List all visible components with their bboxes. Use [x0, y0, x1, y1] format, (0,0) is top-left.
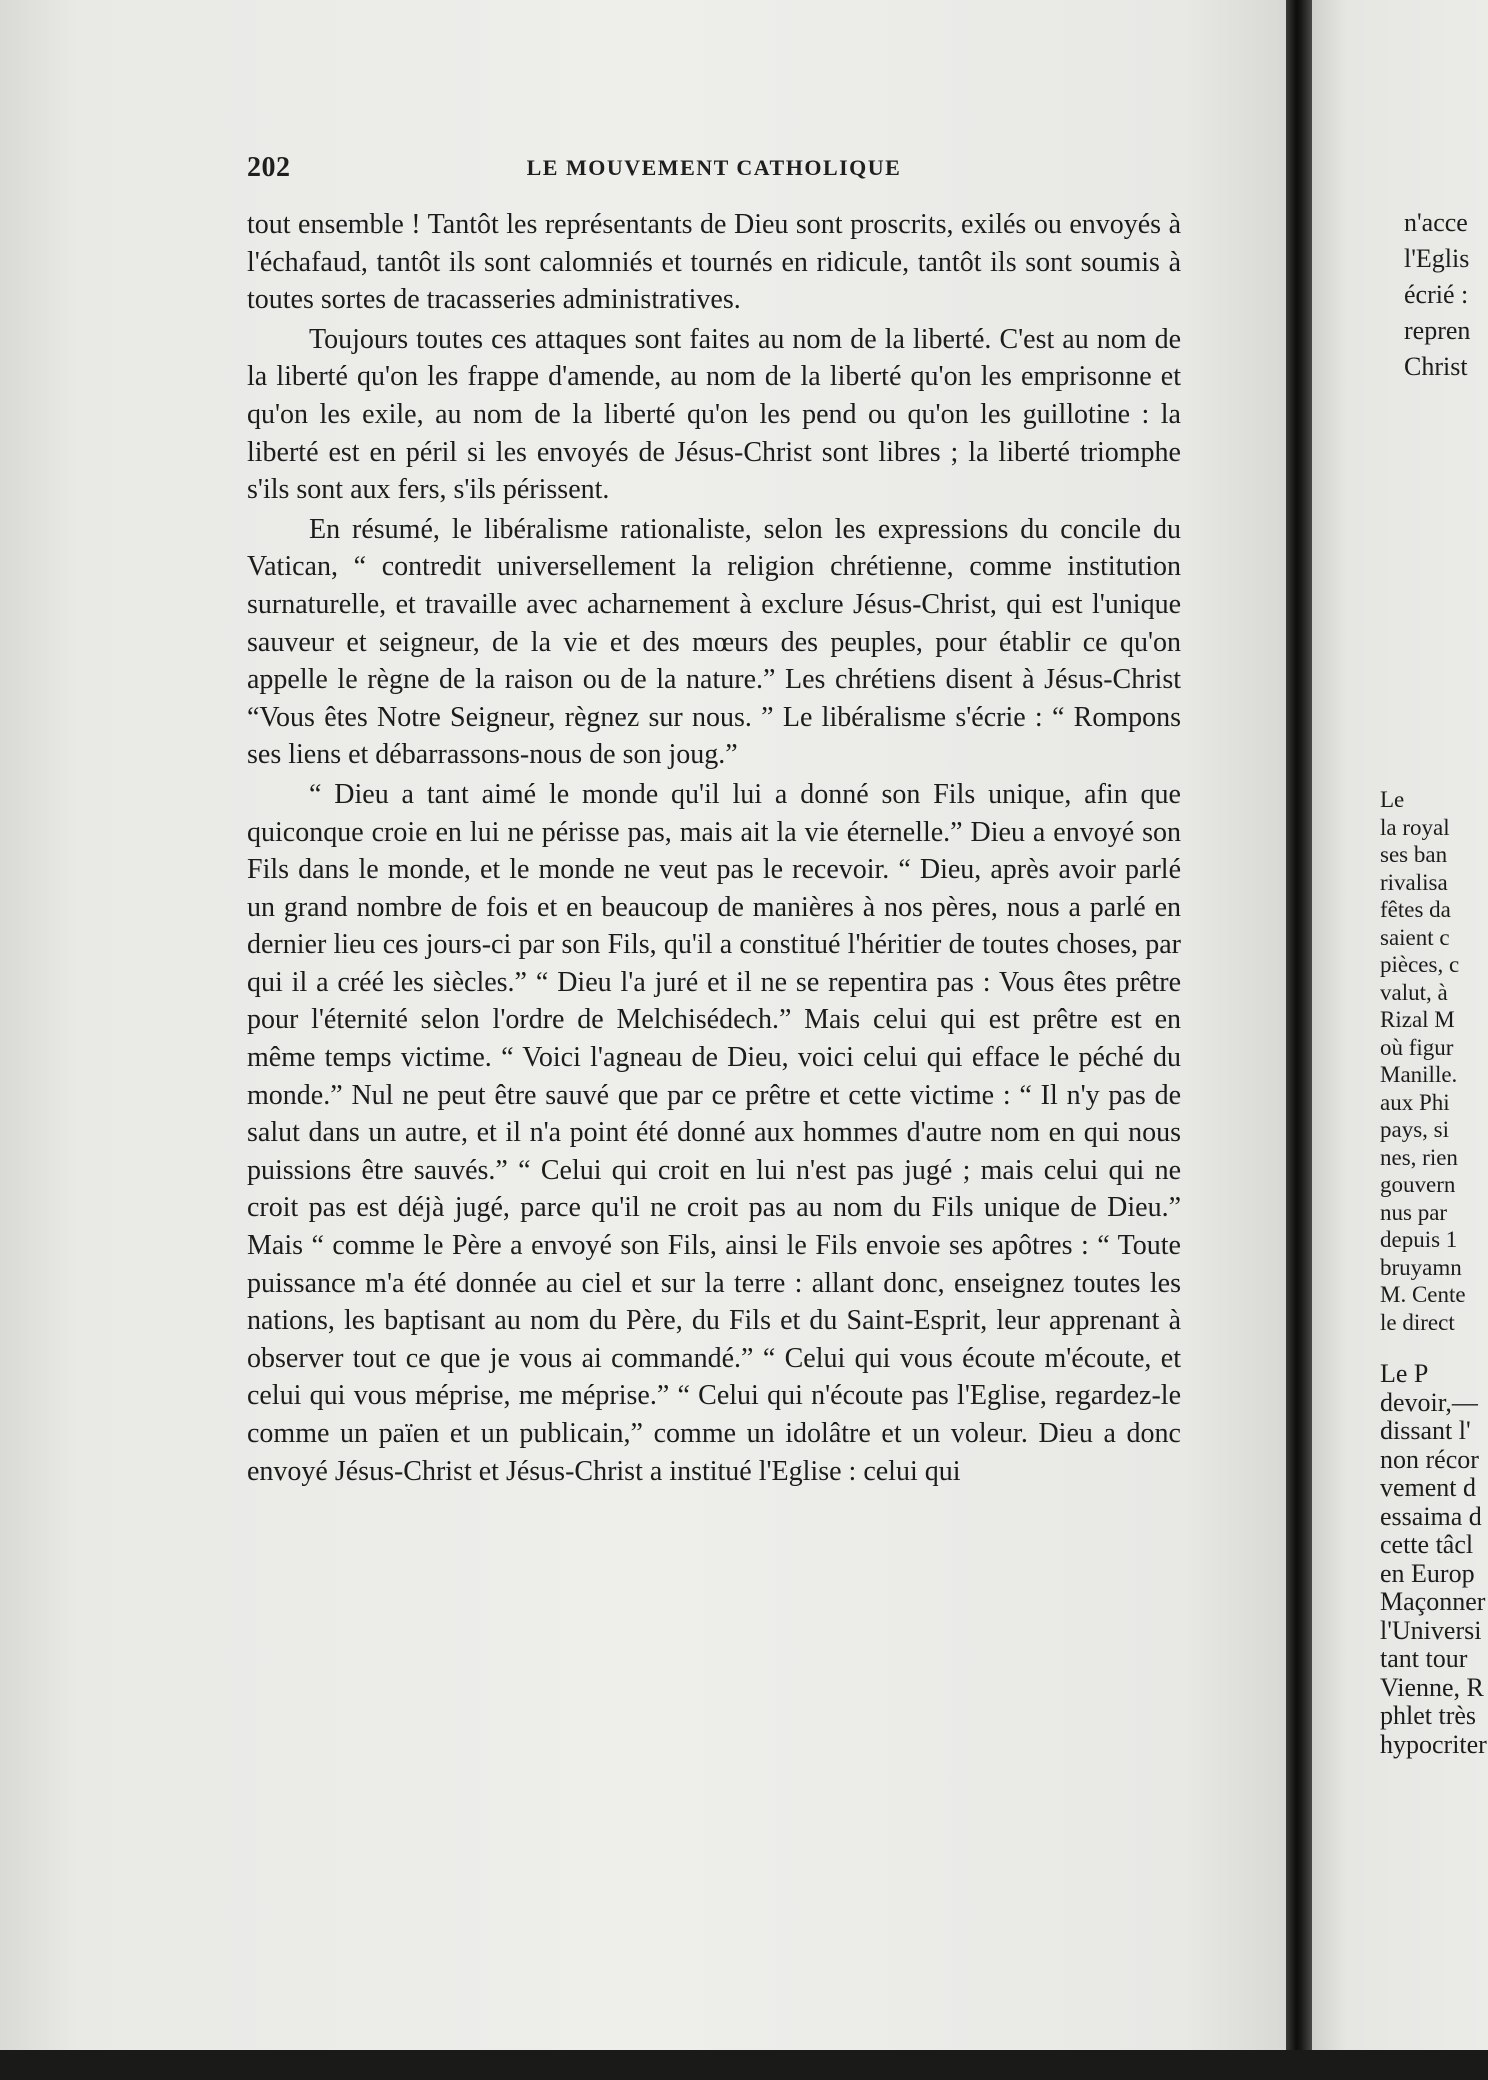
- facing-line-fragment: où figur: [1380, 1034, 1454, 1060]
- facing-line-fragment: aux Phi: [1380, 1089, 1450, 1115]
- facing-fragment-top: [1404, 205, 1470, 385]
- facing-line-fragment: pays, si: [1380, 1117, 1449, 1142]
- facing-line-fragment: essaima d: [1380, 1501, 1482, 1531]
- facing-line-fragment: Manille.: [1380, 1062, 1458, 1087]
- facing-line-fragment: cette tâcl: [1380, 1530, 1474, 1559]
- facing-line-fragment: depuis 1: [1380, 1227, 1458, 1252]
- facing-line-fragment: nes, rien: [1380, 1144, 1458, 1170]
- running-head: [247, 152, 1181, 188]
- facing-line-fragment: Le: [1380, 787, 1405, 812]
- facing-fragment-bottom: [1380, 1360, 1487, 1759]
- facing-line-fragment: non récor: [1380, 1444, 1479, 1474]
- facing-line-fragment: saient c: [1380, 924, 1450, 950]
- facing-line-fragment: Le P: [1380, 1359, 1429, 1388]
- body-text: [247, 206, 1181, 1492]
- facing-line-fragment: M. Cente: [1380, 1282, 1466, 1307]
- facing-line-fragment: gouvern: [1380, 1172, 1456, 1197]
- facing-line-fragment: bruyamn: [1380, 1254, 1462, 1280]
- facing-line-fragment: le direct: [1380, 1309, 1455, 1335]
- facing-line-fragment: valut, à: [1380, 979, 1448, 1005]
- facing-line-fragment: vement d: [1380, 1473, 1477, 1502]
- scan-bottom-edge: [0, 2050, 1488, 2080]
- facing-line-fragment: en Europ: [1380, 1558, 1475, 1588]
- facing-line-fragment: dissant l': [1380, 1416, 1471, 1445]
- facing-line-fragment: Rizal M: [1380, 1007, 1455, 1032]
- paragraph-1: tout ensemble ! Tantôt les représentants de Dieu sont proscrits, exilés ou envoyés à l'échafaud, tantôt ils sont calomniés et tournés en ridicule, tantôt ils sont soumis à toutes sortes de tracasseries administratives.: [247, 209, 1181, 316]
- facing-line-fragment: tant tour: [1380, 1644, 1468, 1673]
- facing-line-fragment: fêtes da: [1380, 897, 1451, 922]
- facing-fragment-middle: [1380, 786, 1466, 1336]
- facing-line-fragment: écrié :: [1404, 280, 1469, 309]
- facing-line-fragment: nus par: [1380, 1199, 1448, 1225]
- facing-line-fragment: n'acce: [1404, 208, 1468, 237]
- facing-line-fragment: pièces, c: [1380, 952, 1460, 977]
- facing-line-fragment: Christ: [1404, 352, 1468, 381]
- facing-line-fragment: rivalisa: [1380, 869, 1448, 895]
- running-title: LE MOUVEMENT CATHOLIQUE: [526, 155, 902, 180]
- facing-line-fragment: ses ban: [1380, 842, 1448, 867]
- book-gutter: [1286, 0, 1312, 2080]
- paragraph-4: “ Dieu a tant aimé le monde qu'il lui a donné son Fils unique, afin que quiconque croie en lui ne périsse pas, mais ait la vie éternelle.” Dieu a envoyé son Fils dans le monde, et le monde ne veut pas le recevoir. “ Dieu, après avoir parlé un grand nombre de fois et en beaucoup de manières à nos pères, nous a parlé en dernier lieu ces jours-ci par son Fils, qu'il a constitué l'héritier de toutes choses, par qui il a créé les siècles.” “ Dieu l'a juré et il ne se repentira pas : Vous êtes prêtre pour l'éternité selon l'ordre de Melchisédech.” Mais celui qui est prêtre est en même temps victime. “ Voici l'agneau de Dieu, voici celui qui efface le péché du monde.” Nul ne peut être sauvé que par ce prêtre et cette victime : “ Il n'y pas de salut dans un autre, et il n'a point été donné aux hommes d'autre nom en qui nous puissions être sauvés.” “ Celui qui croit en lui n'est pas jugé ; mais celui qui ne croit pas est déjà jugé, parce qu'il ne croit pas au nom du Fils unique de Dieu.” Mais “ comme le Père a envoyé son Fils, ainsi le Fils envoie ses apôtres : “ Toute puissance m'a été donnée au ciel et sur la terre : allant donc, enseignez toutes les nations, les baptisant au nom du Père, du Fils et du Saint-Esprit, leur apprenant à observer tout ce que je vous ai commandé.” “ Celui qui vous écoute m'écoute, et celui qui vous méprise, me méprise.” “ Celui qui n'écoute pas l'Eglise, regardez-le comme un païen et un publicain,” comme un idolâtre et un voleur. Dieu a donc envoyé Jésus-Christ et Jésus-Christ a institué l'Eglise : celui qui: [247, 778, 1181, 1487]
- facing-line-fragment: repren: [1404, 316, 1471, 345]
- facing-line-fragment: phlet très: [1380, 1701, 1477, 1730]
- facing-line-fragment: l'Eglis: [1404, 244, 1470, 273]
- facing-line-fragment: Vienne, R: [1380, 1672, 1484, 1702]
- facing-line-fragment: Maçonner: [1380, 1587, 1486, 1616]
- paragraph-2: Toujours toutes ces attaques sont faites au nom de la liberté. C'est au nom de la liberté qu'on les frappe d'amende, au nom de la liberté qu'on les emprisonne et qu'on les exile, au nom de la liberté qu'on les pend ou qu'on les guillotine : la liberté est en péril si les envoyés de Jésus-Christ sont libres ; la liberté triomphe s'ils sont aux fers, s'ils périssent.: [247, 323, 1181, 506]
- facing-line-fragment: la royal: [1380, 814, 1450, 840]
- paragraph-3: En résumé, le libéralisme rationaliste, selon les expressions du concile du Vatican, “ contredit universellement la religion chrétienne, comme institution surnaturelle, et travaille avec acharnement à exclure Jésus-Christ, qui est l'unique sauveur et seigneur, de la vie et des mœurs des peuples, pour établir ce qu'on appelle le règne de la raison ou de la nature.” Les chrétiens disent à Jésus-Christ “Vous êtes Notre Seigneur, règnez sur nous. ” Le libéralisme s'écrie : “ Rompons ses liens et débarrassons-nous de son joug.”: [247, 513, 1181, 771]
- facing-line-fragment: l'Universi: [1380, 1615, 1482, 1645]
- page-number: 202: [247, 152, 291, 183]
- facing-page-text: [1312, 0, 1488, 2080]
- facing-line-fragment: hypocriter: [1380, 1729, 1487, 1759]
- facing-page: [1312, 0, 1488, 2080]
- facing-line-fragment: devoir,—: [1380, 1387, 1478, 1417]
